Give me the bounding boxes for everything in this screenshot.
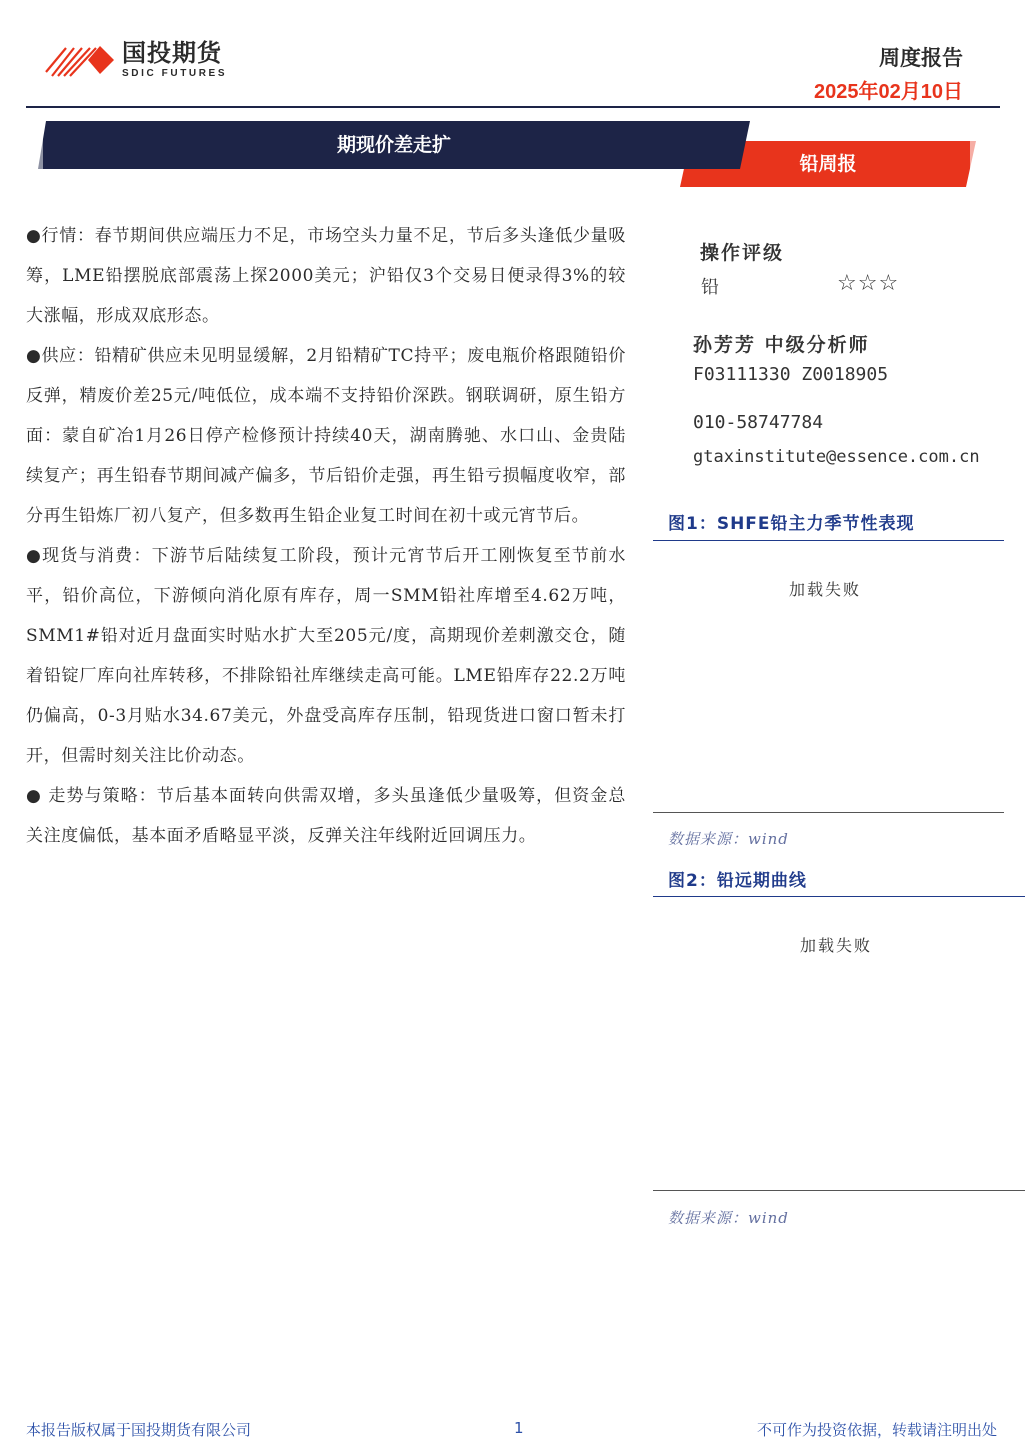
report-date: 2025年02月10日 [814, 81, 963, 103]
rating-label: 操作评级 [700, 242, 785, 264]
figure-1-source: 数据来源：wind [668, 830, 789, 848]
report-type: 周度报告 [879, 46, 963, 70]
logo-cn-text: 国投期货 [122, 39, 222, 67]
analyst-email[interactable]: gtaxinstitute@essence.com.cn [693, 447, 980, 467]
logo-en-text: SDIC FUTURES [122, 68, 228, 79]
figure-2-bottom-rule [653, 1190, 1025, 1191]
rating-stars-icon: ☆☆☆ [837, 271, 900, 296]
header-divider [26, 106, 1000, 108]
analyst-certificate: F03111330 Z0018905 [693, 364, 889, 385]
figure-1-top-rule [653, 540, 1004, 541]
figure-2-top-rule [653, 896, 1025, 897]
footer-disclaimer: 不可作为投资依据，转载请注明出处 [756, 1421, 997, 1439]
report-category: 铅周报 [799, 153, 857, 175]
analyst-name: 孙芳芳 中级分析师 [693, 334, 870, 356]
figure-1-title: 图1：SHFE铅主力季节性表现 [668, 514, 915, 534]
main-text [26, 216, 626, 856]
rating-item: 铅 [701, 277, 719, 298]
footer-copyright: 本报告版权属于国投期货有限公司 [26, 1421, 252, 1439]
paragraph-supply: ●供应：铅精矿供应未见明显缓解，2月铅精矿TC持平；废电瓶价格跟随铅价反弹，精废价差25元/吨低位，成本端不支持铅价深跌。钢联调研，原生铅方面：蒙自矿冶1月26日停产检修预计持续40天，湖南腾驰、水口山、金贵陆续复产；再生铅春节期间减产偏多，节后铅价走强，再生铅亏损幅度收窄，部分再生铅炼厂初八复产，但多数再生铅企业复工时间在初十或元宵节后。 [26, 346, 626, 526]
analyst-phone: 010-58747784 [693, 412, 824, 433]
company-logo [44, 40, 227, 80]
figure-1-bottom-rule [653, 812, 1004, 813]
report-headline: 期现价差走扩 [336, 134, 451, 156]
logo-mark-icon [44, 42, 116, 78]
figure-1-image-placeholder: 加载失败 [789, 580, 862, 599]
page-number: 1 [514, 1419, 524, 1437]
paragraph-spot-consumption: ●现货与消费：下游节后陆续复工阶段，预计元宵节后开工刚恢复至节前水平，铅价高位，下游倾向消化原有库存，周一SMM铅社库增至4.62万吨， SMM1#铅对近月盘面实时贴水扩大至205元/度，高期现价差刺激交仓，随着铅锭厂库向社库转移，不排除铅社库继续走高可能。LME铅库存22.2万吨仍偏高，0-3月贴水34.67美元，外盘受高库存压制，铅现货进口窗口暂未打开，但需时刻关注比价动态。 [26, 546, 626, 766]
figure-2-title: 图2：铅远期曲线 [668, 871, 807, 891]
figure-2-source: 数据来源：wind [668, 1209, 789, 1227]
paragraph-market: ●行情：春节期间供应端压力不足，市场空头力量不足，节后多头逢低少量吸筹，LME铅摆脱底部震荡上探2000美元；沪铅仅3个交易日便录得3%的较大涨幅，形成双底形态。 [26, 226, 626, 326]
paragraph-strategy: ● 走势与策略：节后基本面转向供需双增，多头虽逢低少量吸筹，但资金总关注度偏低，基本面矛盾略显平淡，反弹关注年线附近回调压力。 [26, 786, 626, 846]
figure-2-image-placeholder: 加载失败 [800, 936, 873, 955]
